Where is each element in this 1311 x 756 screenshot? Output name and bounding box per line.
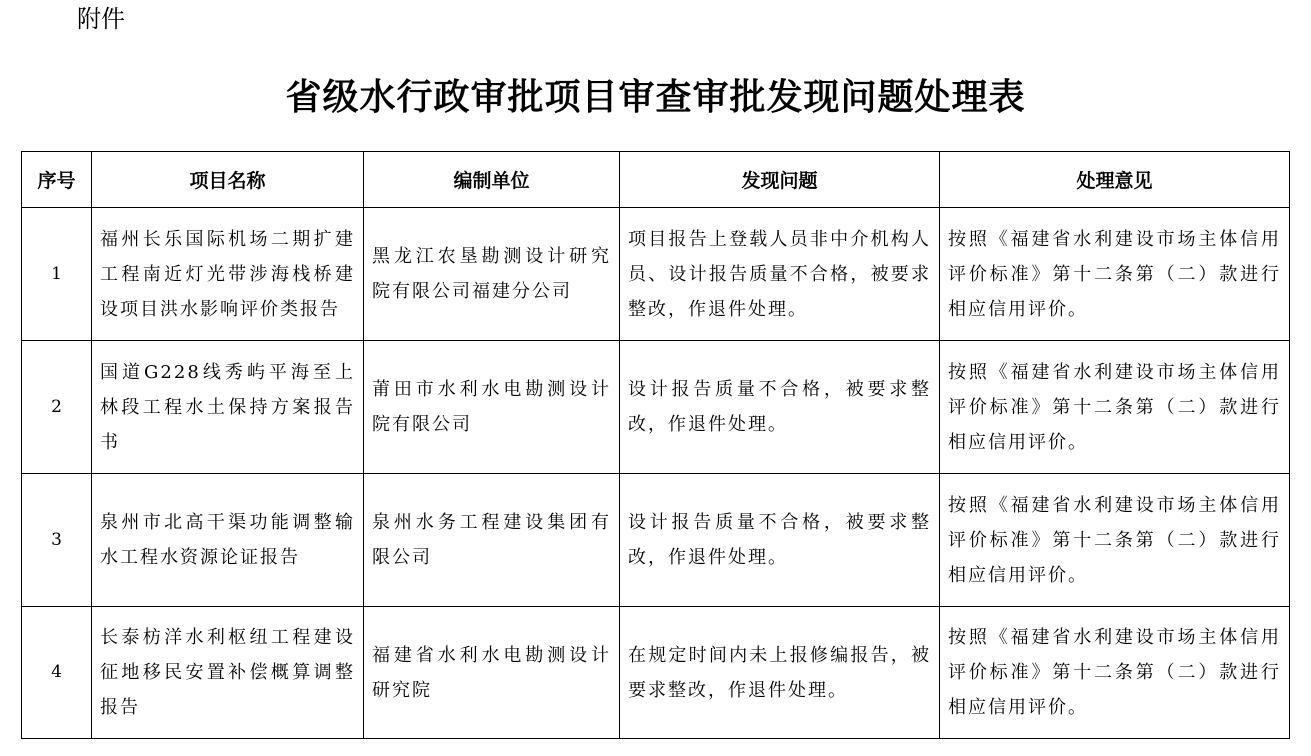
- cell-handling-opinion: 按照《福建省水利建设市场主体信用评价标准》第十二条第（二）款进行相应信用评价。: [940, 208, 1290, 341]
- header-found-issue: 发现问题: [620, 152, 940, 208]
- table-row: [22, 208, 1290, 341]
- cell-compiling-unit: 泉州水务工程建设集团有限公司: [364, 474, 620, 607]
- cell-project-name: 福州长乐国际机场二期扩建工程南近灯光带涉海栈桥建设项目洪水影响评价类报告: [92, 208, 364, 341]
- table-header-row: [22, 152, 1290, 208]
- cell-compiling-unit: 福建省水利水电勘测设计研究院: [364, 607, 620, 739]
- cell-project-name: 泉州市北高干渠功能调整输水工程水资源论证报告: [92, 474, 364, 607]
- issue-table: [21, 151, 1290, 739]
- table-row: [22, 474, 1290, 607]
- header-project-name: 项目名称: [92, 152, 364, 208]
- cell-found-issue: 设计报告质量不合格，被要求整改，作退件处理。: [620, 341, 940, 474]
- cell-project-name: 长泰枋洋水利枢纽工程建设征地移民安置补偿概算调整报告: [92, 607, 364, 739]
- table-row: [22, 607, 1290, 739]
- cell-seq: 2: [22, 341, 92, 474]
- cell-seq: 1: [22, 208, 92, 341]
- header-compiling-unit: 编制单位: [364, 152, 620, 208]
- cell-seq: 4: [22, 607, 92, 739]
- document-title: 省级水行政审批项目审查审批发现问题处理表: [285, 77, 1026, 118]
- cell-handling-opinion: 按照《福建省水利建设市场主体信用评价标准》第十二条第（二）款进行相应信用评价。: [940, 341, 1290, 474]
- cell-found-issue: 设计报告质量不合格，被要求整改，作退件处理。: [620, 474, 940, 607]
- cell-handling-opinion: 按照《福建省水利建设市场主体信用评价标准》第十二条第（二）款进行相应信用评价。: [940, 474, 1290, 607]
- cell-handling-opinion: 按照《福建省水利建设市场主体信用评价标准》第十二条第（二）款进行相应信用评价。: [940, 607, 1290, 739]
- header-seq: 序号: [22, 152, 92, 208]
- cell-seq: 3: [22, 474, 92, 607]
- cell-project-name: 国道G228线秀屿平海至上林段工程水土保持方案报告书: [92, 341, 364, 474]
- header-handling-opinion: 处理意见: [940, 152, 1290, 208]
- attachment-label: 附件: [77, 5, 125, 33]
- cell-found-issue: 在规定时间内未上报修编报告，被要求整改，作退件处理。: [620, 607, 940, 739]
- cell-compiling-unit: 黑龙江农垦勘测设计研究院有限公司福建分公司: [364, 208, 620, 341]
- cell-found-issue: 项目报告上登载人员非中介机构人员、设计报告质量不合格，被要求整改，作退件处理。: [620, 208, 940, 341]
- table-row: [22, 341, 1290, 474]
- cell-compiling-unit: 莆田市水利水电勘测设计院有限公司: [364, 341, 620, 474]
